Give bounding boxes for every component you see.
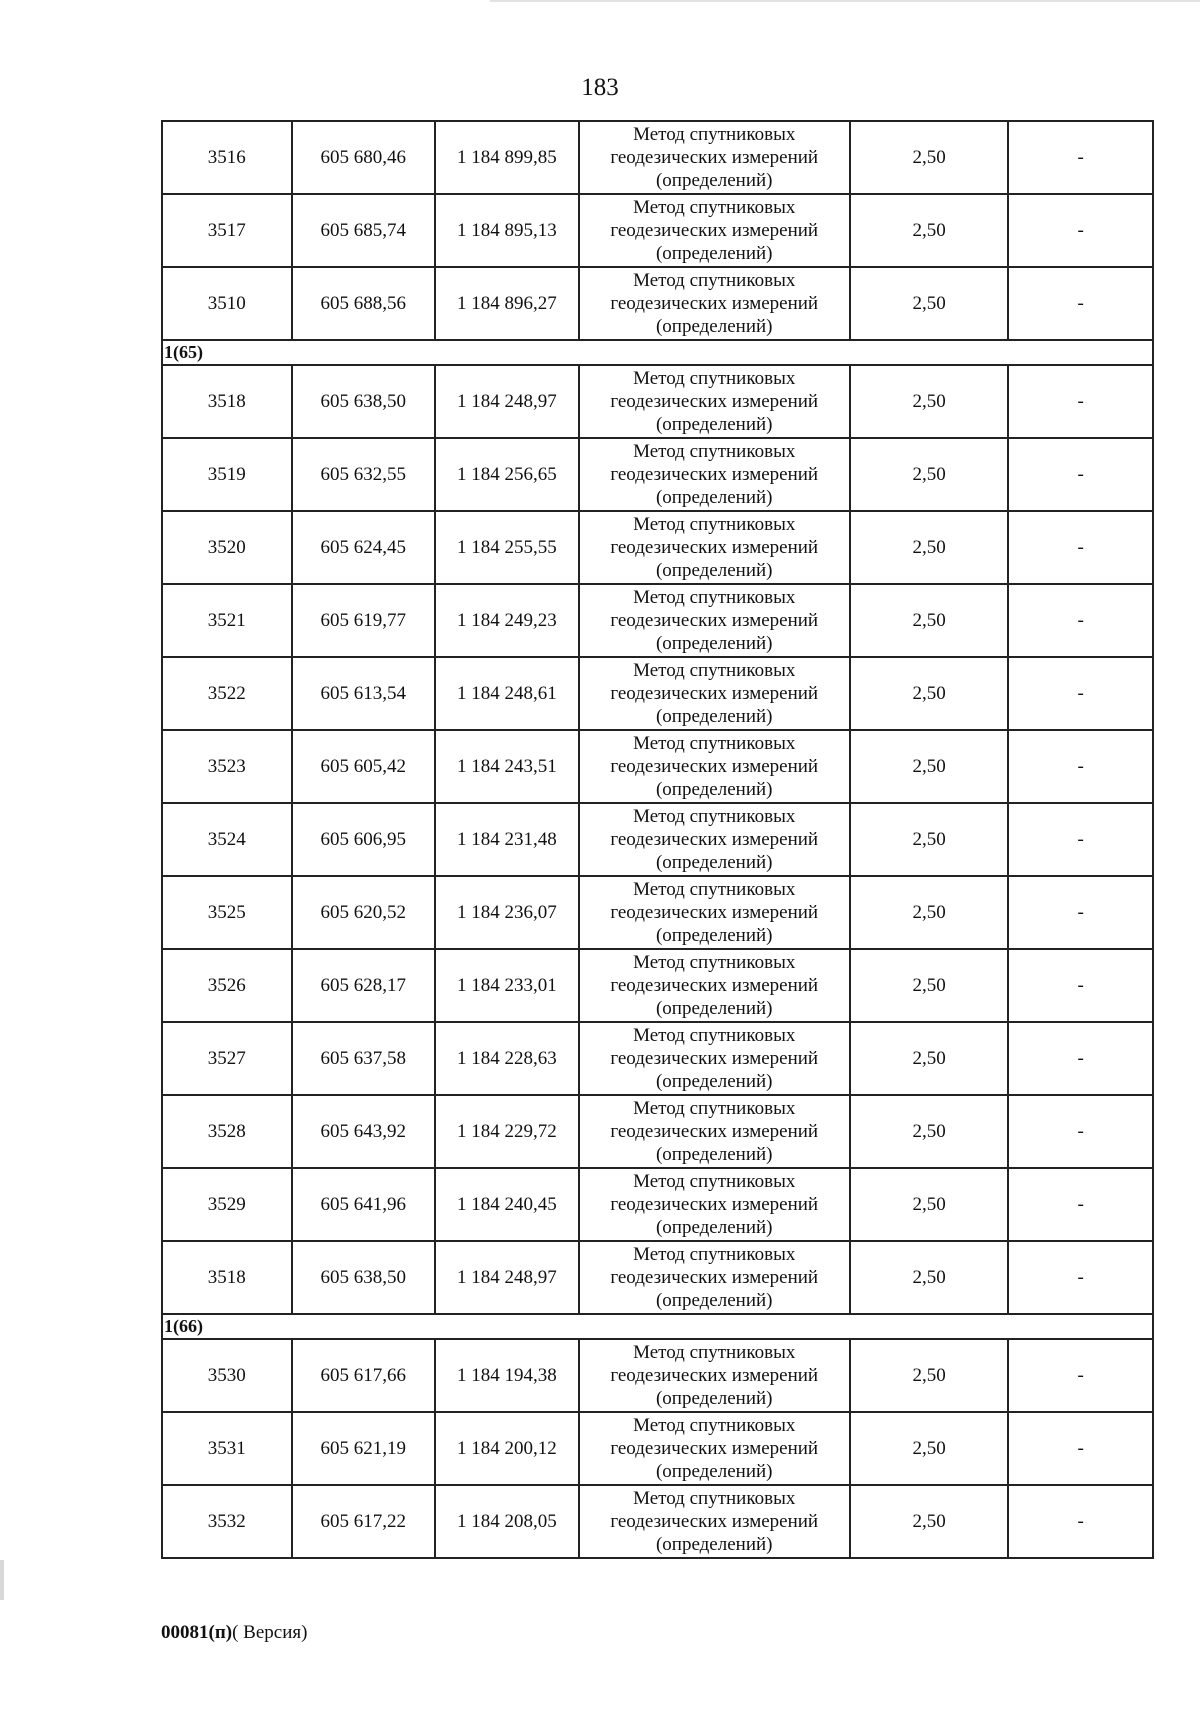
method-line: (определений) <box>655 1290 773 1311</box>
point-number-cell: 3529 <box>162 1168 292 1241</box>
x-coordinate-cell: 605 632,55 <box>292 438 436 511</box>
table-row <box>162 267 1153 340</box>
method-line: (определений) <box>655 925 773 946</box>
y-coordinate-cell: 1 184 249,23 <box>435 584 579 657</box>
method-line: (определений) <box>655 779 773 800</box>
description-cell: - <box>1008 121 1153 194</box>
y-coordinate-cell: 1 184 899,85 <box>435 121 579 194</box>
document-footer <box>161 1622 307 1644</box>
point-number-cell: 3510 <box>162 267 292 340</box>
method-cell <box>579 876 850 949</box>
x-coordinate-cell: 605 605,42 <box>292 730 436 803</box>
point-number-cell: 3523 <box>162 730 292 803</box>
point-number-cell: 3524 <box>162 803 292 876</box>
method-line: Метод спутниковых <box>633 1488 796 1509</box>
page-number: 183 <box>581 74 619 101</box>
table-row <box>162 584 1153 657</box>
method-cell <box>579 584 850 657</box>
method-line: геодезических измерений <box>610 756 819 777</box>
method-cell <box>579 1412 850 1485</box>
method-cell <box>579 657 850 730</box>
point-number-cell: 3531 <box>162 1412 292 1485</box>
x-coordinate-cell: 605 680,46 <box>292 121 436 194</box>
method-line: геодезических измерений <box>610 537 819 558</box>
x-coordinate-cell: 605 643,92 <box>292 1095 436 1168</box>
method-cell <box>579 1485 850 1558</box>
method-line: (определений) <box>655 170 773 191</box>
method-line: Метод спутниковых <box>633 879 796 900</box>
method-line: геодезических измерений <box>610 391 819 412</box>
method-line: (определений) <box>655 852 773 873</box>
method-line: геодезических измерений <box>610 1438 819 1459</box>
point-number-cell: 3518 <box>162 365 292 438</box>
y-coordinate-cell: 1 184 194,38 <box>435 1339 579 1412</box>
method-line: геодезических измерений <box>610 1511 819 1532</box>
y-coordinate-cell: 1 184 248,97 <box>435 1241 579 1314</box>
point-number-cell: 3528 <box>162 1095 292 1168</box>
method-line: Метод спутниковых <box>633 1342 796 1363</box>
section-row <box>162 340 1153 365</box>
method-cell <box>579 438 850 511</box>
table-row <box>162 1485 1153 1558</box>
method-line: Метод спутниковых <box>633 441 796 462</box>
description-cell: - <box>1008 1168 1153 1241</box>
footer-version: ( Версия) <box>232 1622 308 1643</box>
table-row <box>162 194 1153 267</box>
accuracy-cell: 2,50 <box>850 267 1009 340</box>
description-cell: - <box>1008 511 1153 584</box>
section-label: 1(66) <box>162 1314 1153 1339</box>
accuracy-cell: 2,50 <box>850 803 1009 876</box>
method-line: геодезических измерений <box>610 975 819 996</box>
description-cell: - <box>1008 730 1153 803</box>
x-coordinate-cell: 605 619,77 <box>292 584 436 657</box>
method-line: геодезических измерений <box>610 1365 819 1386</box>
method-line: Метод спутниковых <box>633 1025 796 1046</box>
method-line: геодезических измерений <box>610 220 819 241</box>
description-cell: - <box>1008 803 1153 876</box>
accuracy-cell: 2,50 <box>850 194 1009 267</box>
description-cell: - <box>1008 1339 1153 1412</box>
accuracy-cell: 2,50 <box>850 1168 1009 1241</box>
method-line: (определений) <box>655 414 773 435</box>
section-row <box>162 1314 1153 1339</box>
table-row <box>162 730 1153 803</box>
accuracy-cell: 2,50 <box>850 1339 1009 1412</box>
accuracy-cell: 2,50 <box>850 1485 1009 1558</box>
method-line: геодезических измерений <box>610 1121 819 1142</box>
y-coordinate-cell: 1 184 248,97 <box>435 365 579 438</box>
method-cell <box>579 121 850 194</box>
description-cell: - <box>1008 876 1153 949</box>
x-coordinate-cell: 605 637,58 <box>292 1022 436 1095</box>
x-coordinate-cell: 605 688,56 <box>292 267 436 340</box>
method-line: Метод спутниковых <box>633 124 796 145</box>
method-line: Метод спутниковых <box>633 660 796 681</box>
method-cell <box>579 1168 850 1241</box>
scan-edge-left <box>0 1560 4 1600</box>
method-cell <box>579 1095 850 1168</box>
x-coordinate-cell: 605 638,50 <box>292 365 436 438</box>
method-cell <box>579 194 850 267</box>
y-coordinate-cell: 1 184 228,63 <box>435 1022 579 1095</box>
method-cell <box>579 1022 850 1095</box>
description-cell: - <box>1008 949 1153 1022</box>
accuracy-cell: 2,50 <box>850 730 1009 803</box>
x-coordinate-cell: 605 641,96 <box>292 1168 436 1241</box>
description-cell: - <box>1008 584 1153 657</box>
accuracy-cell: 2,50 <box>850 1095 1009 1168</box>
point-number-cell: 3517 <box>162 194 292 267</box>
description-cell: - <box>1008 1022 1153 1095</box>
method-line: геодезических измерений <box>610 464 819 485</box>
accuracy-cell: 2,50 <box>850 657 1009 730</box>
footer-code: 00081(п) <box>161 1622 233 1643</box>
y-coordinate-cell: 1 184 231,48 <box>435 803 579 876</box>
accuracy-cell: 2,50 <box>850 365 1009 438</box>
scan-edge-top <box>490 0 1200 2</box>
method-line: Метод спутниковых <box>633 1098 796 1119</box>
description-cell: - <box>1008 267 1153 340</box>
method-line: (определений) <box>655 706 773 727</box>
point-number-cell: 3519 <box>162 438 292 511</box>
method-line: Метод спутниковых <box>633 197 796 218</box>
x-coordinate-cell: 605 624,45 <box>292 511 436 584</box>
table-row <box>162 1412 1153 1485</box>
method-cell <box>579 1339 850 1412</box>
accuracy-cell: 2,50 <box>850 949 1009 1022</box>
method-line: геодезических измерений <box>610 1194 819 1215</box>
method-line: геодезических измерений <box>610 610 819 631</box>
y-coordinate-cell: 1 184 200,12 <box>435 1412 579 1485</box>
x-coordinate-cell: 605 613,54 <box>292 657 436 730</box>
method-line: Метод спутниковых <box>633 1415 796 1436</box>
x-coordinate-cell: 605 617,22 <box>292 1485 436 1558</box>
method-line: (определений) <box>655 1144 773 1165</box>
x-coordinate-cell: 605 606,95 <box>292 803 436 876</box>
point-number-cell: 3525 <box>162 876 292 949</box>
x-coordinate-cell: 605 620,52 <box>292 876 436 949</box>
accuracy-cell: 2,50 <box>850 511 1009 584</box>
method-line: (определений) <box>655 1461 773 1482</box>
method-line: Метод спутниковых <box>633 514 796 535</box>
table-row <box>162 511 1153 584</box>
method-line: (определений) <box>655 243 773 264</box>
y-coordinate-cell: 1 184 248,61 <box>435 657 579 730</box>
method-line: Метод спутниковых <box>633 270 796 291</box>
description-cell: - <box>1008 657 1153 730</box>
method-line: (определений) <box>655 1388 773 1409</box>
method-line: (определений) <box>655 998 773 1019</box>
table-row <box>162 438 1153 511</box>
method-line: геодезических измерений <box>610 147 819 168</box>
method-cell <box>579 511 850 584</box>
y-coordinate-cell: 1 184 229,72 <box>435 1095 579 1168</box>
point-number-cell: 3526 <box>162 949 292 1022</box>
method-line: (определений) <box>655 316 773 337</box>
point-number-cell: 3530 <box>162 1339 292 1412</box>
accuracy-cell: 2,50 <box>850 1412 1009 1485</box>
method-line: Метод спутниковых <box>633 806 796 827</box>
point-number-cell: 3516 <box>162 121 292 194</box>
y-coordinate-cell: 1 184 208,05 <box>435 1485 579 1558</box>
x-coordinate-cell: 605 628,17 <box>292 949 436 1022</box>
table-row <box>162 657 1153 730</box>
point-number-cell: 3532 <box>162 1485 292 1558</box>
description-cell: - <box>1008 1241 1153 1314</box>
accuracy-cell: 2,50 <box>850 1022 1009 1095</box>
y-coordinate-cell: 1 184 243,51 <box>435 730 579 803</box>
method-line: (определений) <box>655 633 773 654</box>
method-line: Метод спутниковых <box>633 733 796 754</box>
y-coordinate-cell: 1 184 256,65 <box>435 438 579 511</box>
table-row <box>162 876 1153 949</box>
accuracy-cell: 2,50 <box>850 1241 1009 1314</box>
description-cell: - <box>1008 438 1153 511</box>
method-line: Метод спутниковых <box>633 368 796 389</box>
y-coordinate-cell: 1 184 895,13 <box>435 194 579 267</box>
y-coordinate-cell: 1 184 255,55 <box>435 511 579 584</box>
description-cell: - <box>1008 1412 1153 1485</box>
method-line: Метод спутниковых <box>633 587 796 608</box>
method-line: геодезических измерений <box>610 683 819 704</box>
y-coordinate-cell: 1 184 236,07 <box>435 876 579 949</box>
point-number-cell: 3521 <box>162 584 292 657</box>
section-label: 1(65) <box>162 340 1153 365</box>
point-number-cell: 3527 <box>162 1022 292 1095</box>
accuracy-cell: 2,50 <box>850 584 1009 657</box>
description-cell: - <box>1008 194 1153 267</box>
method-cell <box>579 1241 850 1314</box>
method-line: геодезических измерений <box>610 902 819 923</box>
table-row <box>162 1022 1153 1095</box>
coordinates-table-body <box>162 121 1153 1558</box>
accuracy-cell: 2,50 <box>850 438 1009 511</box>
table-row <box>162 365 1153 438</box>
table-row <box>162 1168 1153 1241</box>
method-line: (определений) <box>655 1534 773 1555</box>
y-coordinate-cell: 1 184 240,45 <box>435 1168 579 1241</box>
accuracy-cell: 2,50 <box>850 876 1009 949</box>
coordinates-table <box>161 120 1154 1559</box>
method-cell <box>579 730 850 803</box>
table-row <box>162 1339 1153 1412</box>
point-number-cell: 3518 <box>162 1241 292 1314</box>
method-line: геодезических измерений <box>610 1048 819 1069</box>
point-number-cell: 3522 <box>162 657 292 730</box>
method-cell <box>579 949 850 1022</box>
accuracy-cell: 2,50 <box>850 121 1009 194</box>
method-line: Метод спутниковых <box>633 1171 796 1192</box>
method-line: геодезических измерений <box>610 293 819 314</box>
description-cell: - <box>1008 1095 1153 1168</box>
x-coordinate-cell: 605 621,19 <box>292 1412 436 1485</box>
method-line: Метод спутниковых <box>633 1244 796 1265</box>
method-line: Метод спутниковых <box>633 952 796 973</box>
method-line: (определений) <box>655 560 773 581</box>
description-cell: - <box>1008 365 1153 438</box>
description-cell: - <box>1008 1485 1153 1558</box>
method-line: (определений) <box>655 1217 773 1238</box>
point-number-cell: 3520 <box>162 511 292 584</box>
x-coordinate-cell: 605 638,50 <box>292 1241 436 1314</box>
y-coordinate-cell: 1 184 896,27 <box>435 267 579 340</box>
x-coordinate-cell: 605 685,74 <box>292 194 436 267</box>
table-row <box>162 949 1153 1022</box>
x-coordinate-cell: 605 617,66 <box>292 1339 436 1412</box>
table-row <box>162 803 1153 876</box>
method-line: (определений) <box>655 487 773 508</box>
method-line: геодезических измерений <box>610 829 819 850</box>
method-line: (определений) <box>655 1071 773 1092</box>
method-line: геодезических измерений <box>610 1267 819 1288</box>
method-cell <box>579 365 850 438</box>
table-row <box>162 1095 1153 1168</box>
table-row <box>162 1241 1153 1314</box>
method-cell <box>579 267 850 340</box>
table-row <box>162 121 1153 194</box>
method-cell <box>579 803 850 876</box>
y-coordinate-cell: 1 184 233,01 <box>435 949 579 1022</box>
